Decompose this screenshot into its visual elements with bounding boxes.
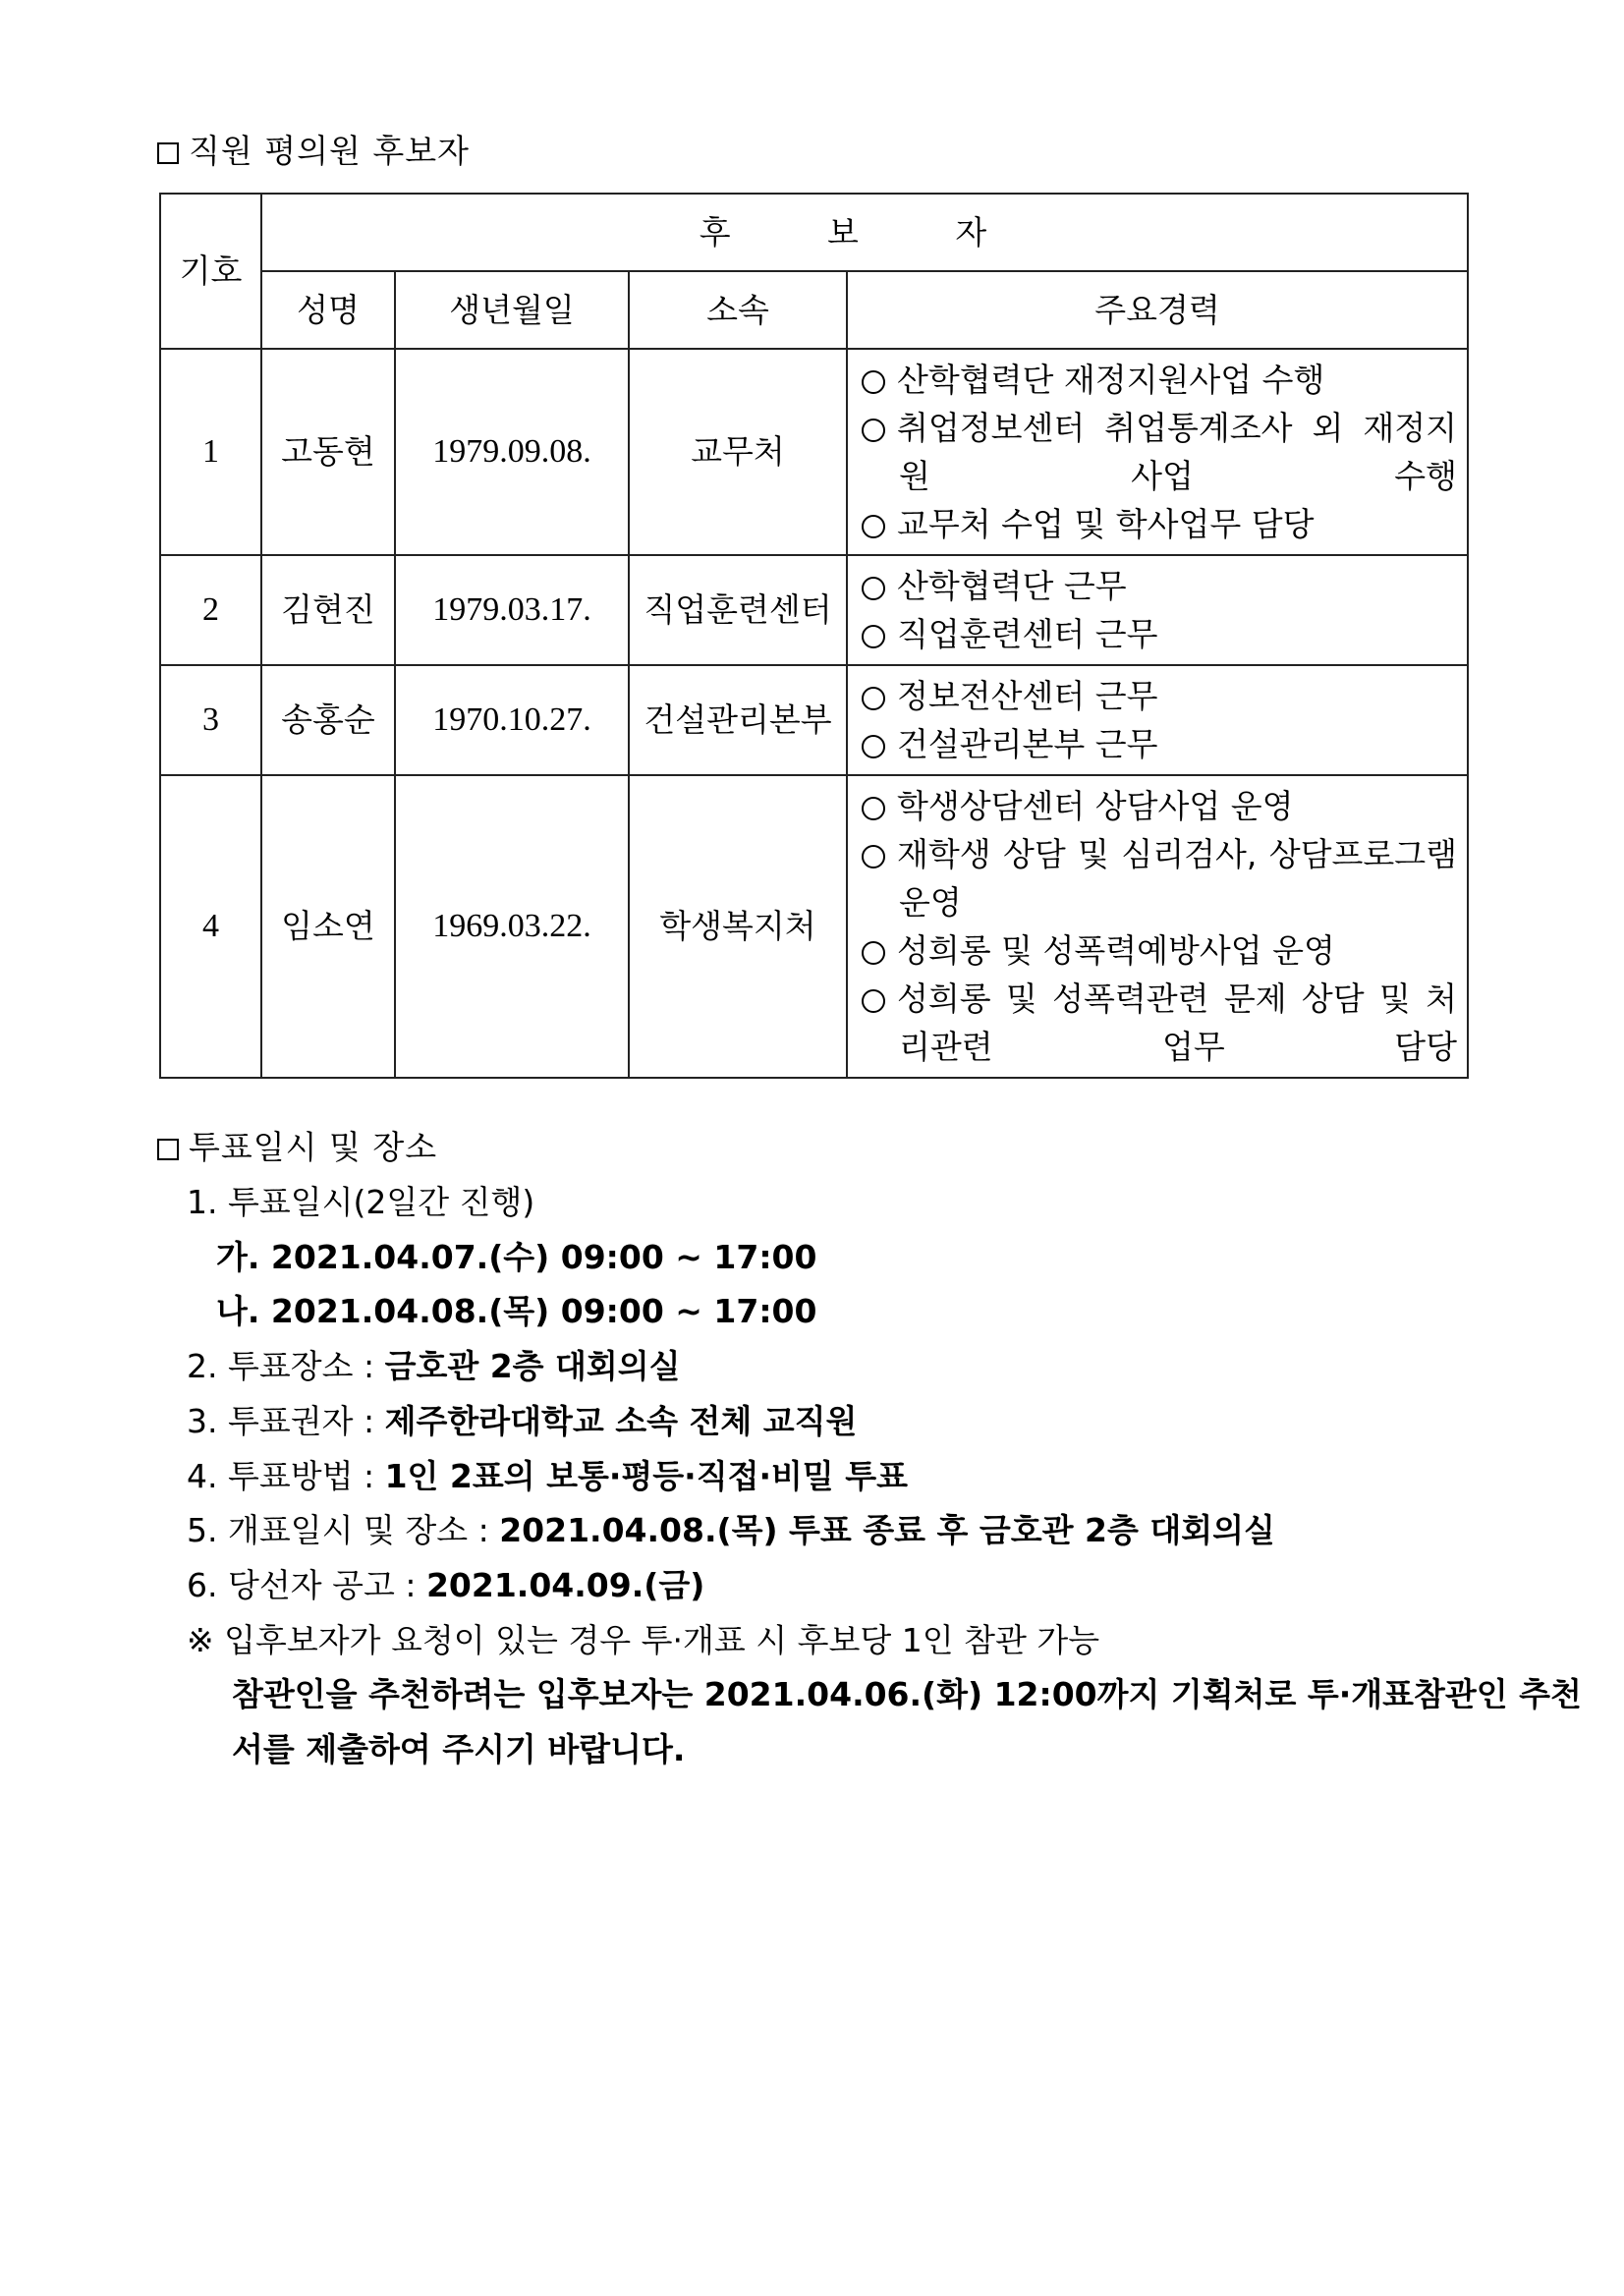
circle-bullet-icon xyxy=(862,687,885,710)
candidate-career xyxy=(847,555,1468,665)
career-item: 산학협력단 재정지원사업 수행 xyxy=(862,356,1457,404)
table-row xyxy=(160,349,1468,555)
group-header: 후 보 자 xyxy=(261,194,1468,271)
career-item: 성희롱 및 성폭력관련 문제 상담 및 처리관련 업무 담당 xyxy=(862,975,1457,1071)
candidates-heading xyxy=(157,132,470,171)
candidate-number: 3 xyxy=(160,665,261,775)
career-item: 직업훈련센터 근무 xyxy=(862,610,1457,658)
table-header-row xyxy=(160,194,1468,271)
vote-item-2: 2. 투표장소 : 금호관 2층 대회의실 xyxy=(187,1347,681,1385)
candidate-birth: 1979.03.17. xyxy=(395,555,629,665)
col-name-header: 성명 xyxy=(261,271,395,349)
circle-bullet-icon xyxy=(862,625,885,648)
candidates-title: 직원 평의원 후보자 xyxy=(189,132,471,170)
candidates-table xyxy=(159,193,1469,1079)
candidate-career xyxy=(847,665,1468,775)
vote-title: 투표일시 및 장소 xyxy=(189,1128,438,1166)
candidate-number: 1 xyxy=(160,349,261,555)
candidate-dept: 학생복지처 xyxy=(629,775,847,1078)
vote-item-5: 5. 개표일시 및 장소 : 2021.04.08.(목) 투표 종료 후 금호관 2층 대회의실 xyxy=(187,1511,1275,1549)
candidate-number: 4 xyxy=(160,775,261,1078)
vote-heading xyxy=(157,1128,437,1167)
table-row xyxy=(160,775,1468,1078)
circle-bullet-icon xyxy=(862,735,885,758)
career-item: 재학생 상담 및 심리검사, 상담프로그램 운영 xyxy=(862,830,1457,926)
candidate-dept: 직업훈련센터 xyxy=(629,555,847,665)
circle-bullet-icon xyxy=(862,797,885,820)
candidate-birth: 1969.03.22. xyxy=(395,775,629,1078)
circle-bullet-icon xyxy=(862,419,885,442)
candidate-name: 김현진 xyxy=(261,555,395,665)
candidate-career xyxy=(847,349,1468,555)
col-birth-header: 생년월일 xyxy=(395,271,629,349)
vote-day-a: 가. 2021.04.07.(수) 09:00 ~ 17:00 xyxy=(216,1238,817,1276)
vote-item-6: 6. 당선자 공고 : 2021.04.09.(금) xyxy=(187,1566,705,1604)
candidate-birth: 1970.10.27. xyxy=(395,665,629,775)
career-item: 성희롱 및 성폭력예방사업 운영 xyxy=(862,926,1457,975)
career-item: 교무처 수업 및 학사업무 담당 xyxy=(862,500,1457,548)
circle-bullet-icon xyxy=(862,515,885,538)
vote-note: ※ 입후보자가 요청이 있는 경우 투·개표 시 후보당 1인 참관 가능 xyxy=(187,1621,1100,1659)
circle-bullet-icon xyxy=(862,370,885,394)
career-item: 정보전산센터 근무 xyxy=(862,672,1457,720)
candidate-dept: 교무처 xyxy=(629,349,847,555)
candidate-name: 고동현 xyxy=(261,349,395,555)
checkbox-square-icon xyxy=(157,142,179,164)
vote-note-line-2: 서를 제출하여 주시기 바랍니다. xyxy=(232,1730,686,1768)
career-item: 건설관리본부 근무 xyxy=(862,720,1457,768)
vote-item-1: 1. 투표일시(2일간 진행) xyxy=(187,1183,535,1221)
career-item: 산학협력단 근무 xyxy=(862,562,1457,610)
circle-bullet-icon xyxy=(862,845,885,868)
circle-bullet-icon xyxy=(862,577,885,600)
career-item: 취업정보센터 취업통계조사 외 재정지원 사업 수행 xyxy=(862,404,1457,500)
career-item: 학생상담센터 상담사업 운영 xyxy=(862,782,1457,830)
col-dept-header: 소속 xyxy=(629,271,847,349)
vote-day-b: 나. 2021.04.08.(목) 09:00 ~ 17:00 xyxy=(216,1292,817,1330)
col-number-header: 기호 xyxy=(160,194,261,349)
vote-item-3: 3. 투표권자 : 제주한라대학교 소속 전체 교직원 xyxy=(187,1402,858,1440)
circle-bullet-icon xyxy=(862,989,885,1013)
candidate-name: 송홍순 xyxy=(261,665,395,775)
candidate-name: 임소연 xyxy=(261,775,395,1078)
circle-bullet-icon xyxy=(862,941,885,965)
table-subheader-row xyxy=(160,271,1468,349)
candidate-number: 2 xyxy=(160,555,261,665)
candidate-birth: 1979.09.08. xyxy=(395,349,629,555)
table-row xyxy=(160,665,1468,775)
candidate-dept: 건설관리본부 xyxy=(629,665,847,775)
vote-note-line-1: 참관인을 추천하려는 입후보자는 2021.04.06.(화) 12:00까지 기획처로 투·개표참관인 추천 xyxy=(232,1675,1582,1713)
checkbox-square-icon xyxy=(157,1139,179,1160)
table-row xyxy=(160,555,1468,665)
candidate-career xyxy=(847,775,1468,1078)
col-career-header: 주요경력 xyxy=(847,271,1468,349)
vote-item-4: 4. 투표방법 : 1인 2표의 보통·평등·직접·비밀 투표 xyxy=(187,1457,909,1495)
